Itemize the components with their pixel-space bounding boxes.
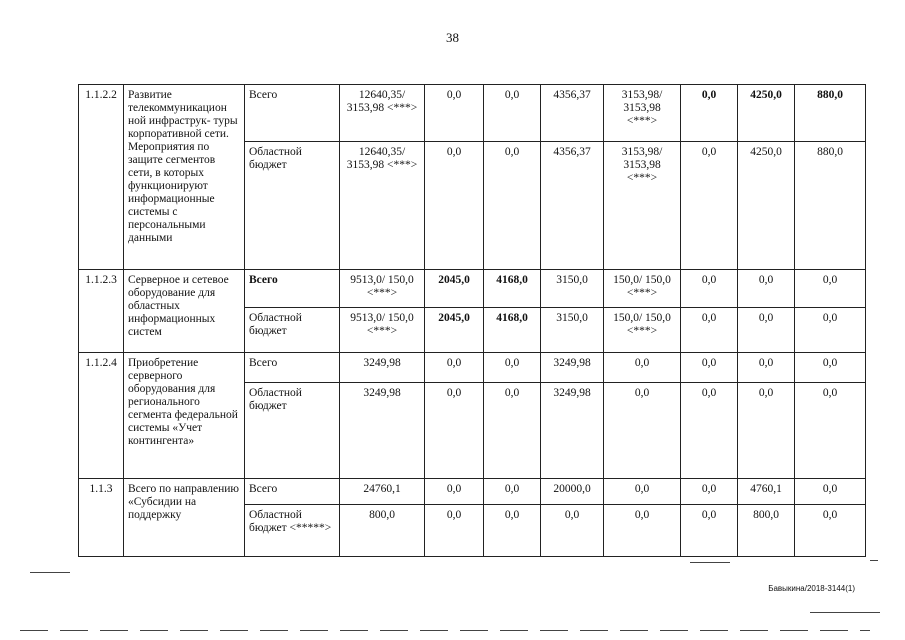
value-cell: 800,0 [340,505,425,557]
value-cell: 3150,0 [541,270,604,308]
value-cell: 0,0 [604,383,681,479]
value-cell: 0,0 [425,85,484,142]
document-code: Бавыкина/2018-3144(1) [768,584,855,593]
value-cell: 24760,1 [340,479,425,505]
value-cell: 0,0 [604,353,681,383]
value-cell: 0,0 [681,85,738,142]
value-cell: 3153,98/ 3153,98 <***> [604,85,681,142]
row-name: Серверное и сетевое оборудование для областных информационных систем [124,270,245,353]
value-cell: 4250,0 [738,85,795,142]
value-cell: 3249,98 [541,353,604,383]
value-cell: 2045,0 [425,308,484,353]
value-cell: 20000,0 [541,479,604,505]
source-cell: Областной бюджет <*****> [245,505,340,557]
value-cell: 12640,35/ 3153,98 <***> [340,142,425,270]
value-cell: 3249,98 [340,383,425,479]
value-cell: 0,0 [681,353,738,383]
table-row [79,270,866,308]
source-cell: Всего [245,479,340,505]
value-cell: 150,0/ 150,0 <***> [604,270,681,308]
value-cell: 0,0 [541,505,604,557]
budget-table [78,84,866,557]
value-cell: 0,0 [738,353,795,383]
value-cell: 0,0 [738,270,795,308]
value-cell: 4356,37 [541,85,604,142]
source-cell: Всего [245,85,340,142]
row-name: Всего по направлению «Субсидии на поддержку [124,479,245,557]
table-row [79,479,866,505]
value-cell: 12640,35/ 3153,98 <***> [340,85,425,142]
value-cell: 0,0 [738,308,795,353]
value-cell: 0,0 [795,505,866,557]
value-cell: 4168,0 [484,270,541,308]
value-cell: 0,0 [738,383,795,479]
table-row [79,353,866,383]
scan-line [690,562,730,563]
table-row [79,85,866,142]
value-cell: 0,0 [484,505,541,557]
value-cell: 4760,1 [738,479,795,505]
row-name: Приобретение серверного оборудования для регионального сегмента федеральной системы «Учет контингента» [124,353,245,479]
scan-line [810,612,880,613]
value-cell: 0,0 [795,479,866,505]
value-cell: 800,0 [738,505,795,557]
value-cell: 0,0 [681,505,738,557]
value-cell: 0,0 [484,85,541,142]
value-cell: 0,0 [425,142,484,270]
value-cell: 0,0 [681,383,738,479]
row-number: 1.1.2.3 [79,270,124,353]
source-cell: Всего [245,270,340,308]
scan-line [20,630,870,631]
value-cell: 0,0 [425,353,484,383]
source-cell: Всего [245,353,340,383]
value-cell: 9513,0/ 150,0 <***> [340,270,425,308]
value-cell: 3249,98 [340,353,425,383]
value-cell: 880,0 [795,142,866,270]
value-cell: 0,0 [604,479,681,505]
source-cell: Областной бюджет [245,383,340,479]
row-name: Развитие телекоммуникацион ной инфраструк- туры корпоративной сети. Мероприятия по защите сегментов сети, в которых функционируют информационные системы с персональными данными [124,85,245,270]
value-cell: 0,0 [681,142,738,270]
value-cell: 3150,0 [541,308,604,353]
value-cell: 0,0 [795,383,866,479]
scan-line [870,560,878,561]
value-cell: 0,0 [484,142,541,270]
value-cell: 0,0 [484,479,541,505]
value-cell: 9513,0/ 150,0 <***> [340,308,425,353]
source-cell: Областной бюджет [245,142,340,270]
value-cell: 0,0 [681,308,738,353]
row-number: 1.1.2.2 [79,85,124,270]
value-cell: 0,0 [484,383,541,479]
value-cell: 880,0 [795,85,866,142]
value-cell: 3249,98 [541,383,604,479]
row-number: 1.1.2.4 [79,353,124,479]
scan-line [30,572,70,573]
row-number: 1.1.3 [79,479,124,557]
value-cell: 0,0 [795,270,866,308]
value-cell: 0,0 [681,479,738,505]
value-cell: 4356,37 [541,142,604,270]
value-cell: 0,0 [795,308,866,353]
value-cell: 0,0 [795,353,866,383]
value-cell: 0,0 [681,270,738,308]
value-cell: 150,0/ 150,0 <***> [604,308,681,353]
value-cell: 0,0 [484,353,541,383]
value-cell: 4168,0 [484,308,541,353]
value-cell: 2045,0 [425,270,484,308]
value-cell: 0,0 [604,505,681,557]
page-number: 38 [446,30,459,45]
value-cell: 0,0 [425,383,484,479]
value-cell: 0,0 [425,505,484,557]
value-cell: 3153,98/ 3153,98 <***> [604,142,681,270]
value-cell: 0,0 [425,479,484,505]
value-cell: 4250,0 [738,142,795,270]
source-cell: Областной бюджет [245,308,340,353]
